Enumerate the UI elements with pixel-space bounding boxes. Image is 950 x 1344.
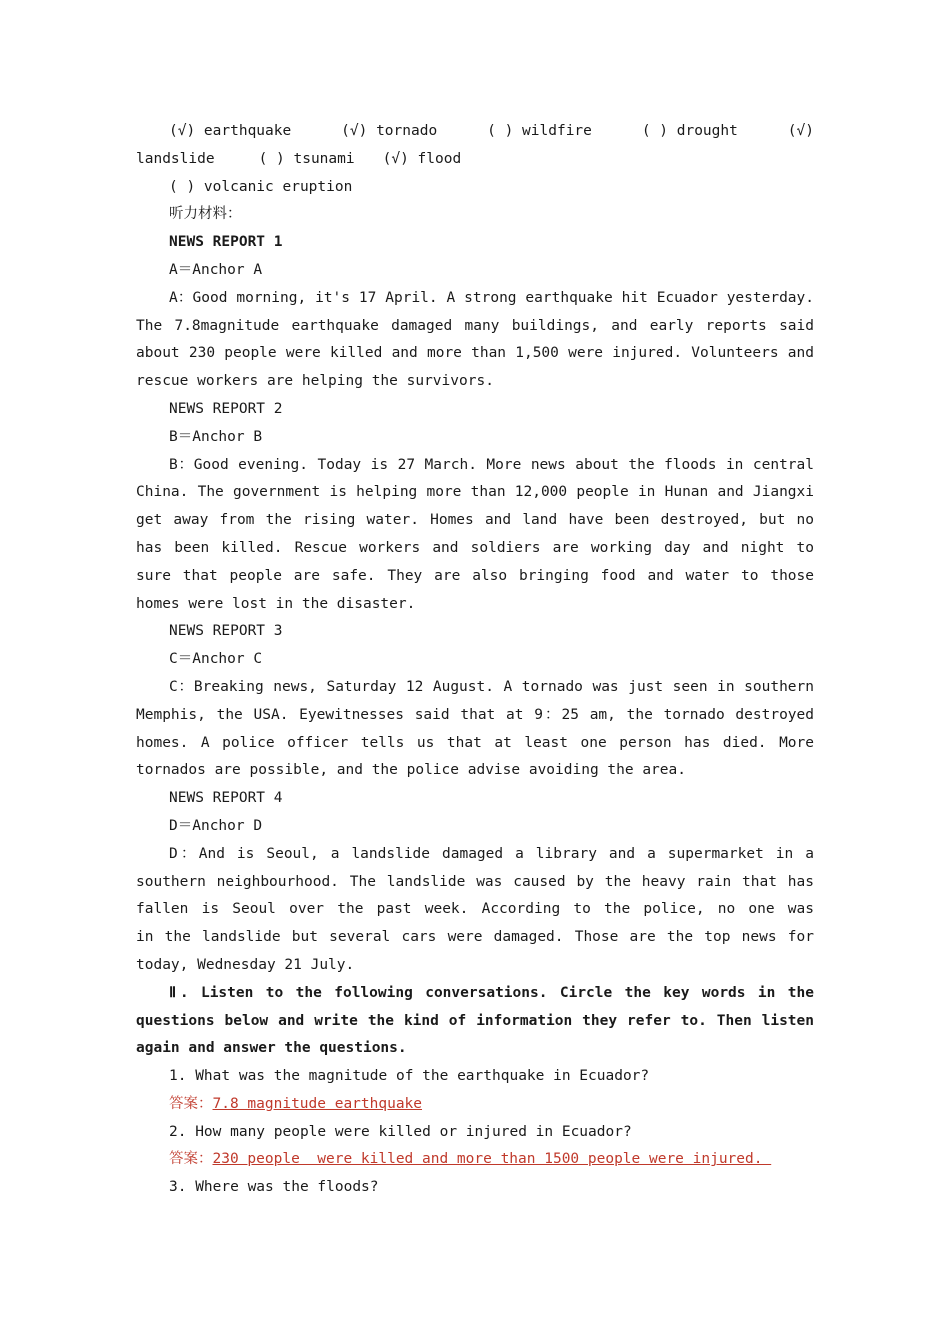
report-text-line: in the landslide but several cars were damaged. Those are the top news for (136, 929, 814, 946)
report-text-line: homes. A police officer tells us that at least one person has died. More (136, 734, 814, 751)
options-row-1 (136, 118, 814, 146)
document-page (136, 118, 814, 1202)
report-text-line: rescue workers are helping the survivors. (136, 373, 494, 390)
report-heading: NEWS REPORT 4 (169, 790, 283, 807)
answer-line (136, 1146, 814, 1174)
answer-line (136, 1091, 814, 1119)
report-text-line: Memphis, the USA. Eyewitnesses said that at 9：25 am, the tornado destroyed (136, 706, 814, 723)
option-flood: (√) flood (382, 150, 462, 167)
report-text-line: about 230 people were killed and more than 1,500 were injured. Volunteers and (136, 345, 814, 362)
report-anchor: B＝Anchor B (169, 428, 263, 445)
option-landslide: landslide (136, 150, 215, 167)
section-2-text-line: Ⅱ. Listen to the following conversations. Circle the key words in the (169, 984, 814, 1001)
question-1 (136, 1063, 814, 1119)
report-text-line: fallen is Seoul over the past week. According to the police, no one was (136, 901, 814, 918)
question-text: 3. Where was the floods? (169, 1179, 379, 1196)
report-text-line: get away from the rising water. Homes and land have been destroyed, but no (136, 512, 814, 529)
report-heading: NEWS REPORT 3 (169, 623, 283, 640)
report-text-line: today, Wednesday 21 July. (136, 956, 355, 973)
report-text-line: China. The government is helping more than 12,000 people in Hunan and Jiangxi (136, 484, 814, 501)
report-text-line: sure that people are safe. They are also bringing food and water to those (136, 567, 814, 584)
question-2 (136, 1119, 814, 1175)
news-report-4 (136, 785, 814, 980)
option-drought: ( ) drought (641, 123, 738, 139)
section-2-text-line: questions below and write the kind of information they refer to. Then listen (136, 1012, 814, 1029)
news-report-1 (136, 229, 814, 396)
option-tornado: (√) tornado (341, 123, 438, 139)
report-text-line: C：Breaking news, Saturday 12 August. A tornado was just seen in southern (169, 678, 814, 695)
report-anchor: D＝Anchor D (169, 817, 263, 834)
report-text-line: The 7.8magnitude earthquake damaged many buildings, and early reports said (136, 317, 814, 334)
report-text-line: B：Good evening. Today is 27 March. More news about the floods in central (169, 456, 814, 473)
report-anchor: A＝Anchor A (169, 261, 263, 278)
section-2-instructions (136, 980, 814, 1063)
report-text-line: homes were lost in the disaster. (136, 595, 416, 612)
news-report-3 (136, 618, 814, 785)
option-earthquake: (√) earthquake (169, 123, 292, 139)
answer-label: 答案： (169, 1095, 213, 1112)
question-text: 1. What was the magnitude of the earthquake in Ecuador? (169, 1068, 650, 1085)
section-2-text-line: again and answer the questions. (136, 1040, 407, 1057)
question-text: 2. How many people were killed or injured in Ecuador? (169, 1123, 632, 1140)
report-heading: NEWS REPORT 1 (169, 234, 283, 251)
option-tsunami: ( ) tsunami (258, 150, 355, 167)
question-3 (136, 1174, 814, 1202)
option-wildfire: ( ) wildfire (487, 123, 592, 139)
report-text-line: has been killed. Rescue workers and soldiers are working day and night to (136, 539, 814, 556)
listening-material-label: 听力材料： (169, 206, 242, 223)
report-anchor: C＝Anchor C (169, 651, 263, 668)
answer-text: 230 people were killed and more than 1500 people were injured. (212, 1151, 772, 1168)
options-row-2 (136, 146, 814, 174)
answer-label: 答案： (169, 1151, 213, 1168)
answer-text: 7.8 magnitude earthquake (212, 1095, 423, 1112)
news-report-2 (136, 396, 814, 618)
option-volcanic-eruption: ( ) volcanic eruption (169, 178, 353, 195)
report-heading: NEWS REPORT 2 (169, 400, 283, 417)
report-text-line: A：Good morning, it's 17 April. A strong earthquake hit Ecuador yesterday. (169, 289, 814, 306)
option-landslide-mark: (√) (787, 123, 814, 139)
report-text-line: tornados are possible, and the police advise avoiding the area. (136, 762, 686, 779)
report-text-line: southern neighbourhood. The landslide was caused by the heavy rain that has (136, 873, 814, 890)
report-text-line: D：And is Seoul, a landslide damaged a library and a supermarket in a (169, 845, 814, 862)
